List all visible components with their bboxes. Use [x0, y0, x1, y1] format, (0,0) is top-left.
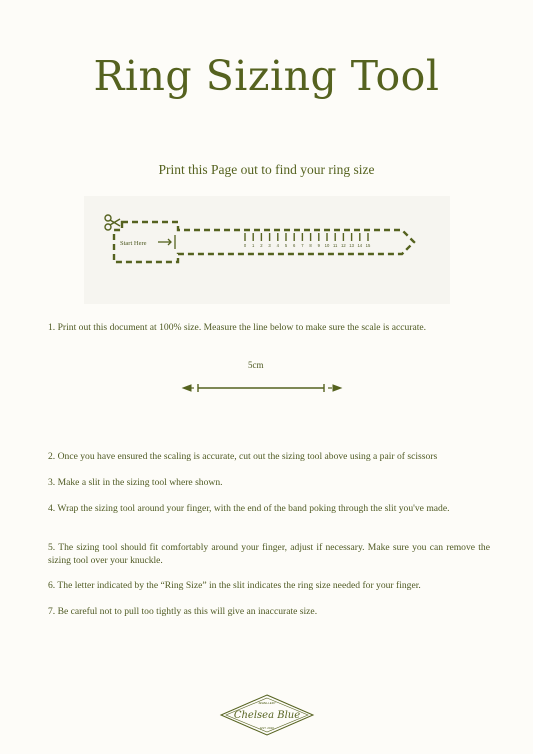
logo-bottom-text: EST. 2020 — [260, 726, 274, 730]
step-1: 1. Print out this document at 100% size. Measure the line below to make sure the scale is accurate. — [48, 322, 427, 333]
page-title: Ring Sizing Tool — [93, 52, 440, 100]
step-7: 7. Be careful not to pull too tightly as this will give an inaccurate size. — [48, 606, 318, 617]
step-3: 3. Make a slit in the sizing tool where shown. — [48, 477, 223, 488]
scale-line — [180, 382, 344, 394]
step-6: 6. The letter indicated by the “Ring Size” in the slit indicates the ring size needed for your finger. — [48, 580, 421, 591]
sizing-strip-drawing — [84, 196, 450, 304]
size-scale — [244, 233, 371, 248]
scale-number: 13 — [349, 243, 354, 248]
brand-logo — [219, 692, 315, 738]
scissors-icon — [105, 215, 120, 230]
scale-number: 14 — [357, 243, 363, 248]
scale-number: 1 — [252, 243, 255, 248]
scale-number: 12 — [341, 243, 346, 248]
scale-number: 5 — [284, 243, 288, 248]
scale-number: 7 — [301, 243, 304, 248]
step-2: 2. Once you have ensured the scaling is accurate, cut out the sizing tool above using a pair of scissors — [48, 451, 438, 462]
page-subtitle: Print this Page out to find your ring size — [158, 162, 375, 177]
scale-number: 9 — [317, 243, 320, 248]
scale-number: 4 — [276, 243, 279, 248]
start-arrow-icon — [158, 235, 175, 249]
scale-number: 2 — [260, 243, 263, 248]
step-5: 5. The sizing tool should fit comfortably around your finger, adjust if necessary. Make sure you can remove the sizing tool over your knuckle. — [48, 542, 490, 566]
logo-top-text: JEWELLERY — [258, 701, 276, 705]
scale-number: 11 — [333, 243, 338, 248]
step-4: 4. Wrap the sizing tool around your finger, with the end of the band poking through the slit you've made. — [48, 503, 450, 514]
scale-number: 10 — [324, 243, 330, 248]
scale-number: 15 — [365, 243, 371, 248]
start-here-label: Start Here — [120, 240, 147, 247]
scale-number: 8 — [309, 243, 312, 248]
logo-text: Chelsea Blue — [233, 710, 301, 721]
scale-number: 6 — [293, 243, 296, 248]
scale-number: 0 — [243, 243, 247, 248]
scale-label: 5cm — [248, 360, 264, 370]
ring-sizing-tool — [84, 196, 450, 304]
scale-number: 3 — [268, 243, 271, 248]
